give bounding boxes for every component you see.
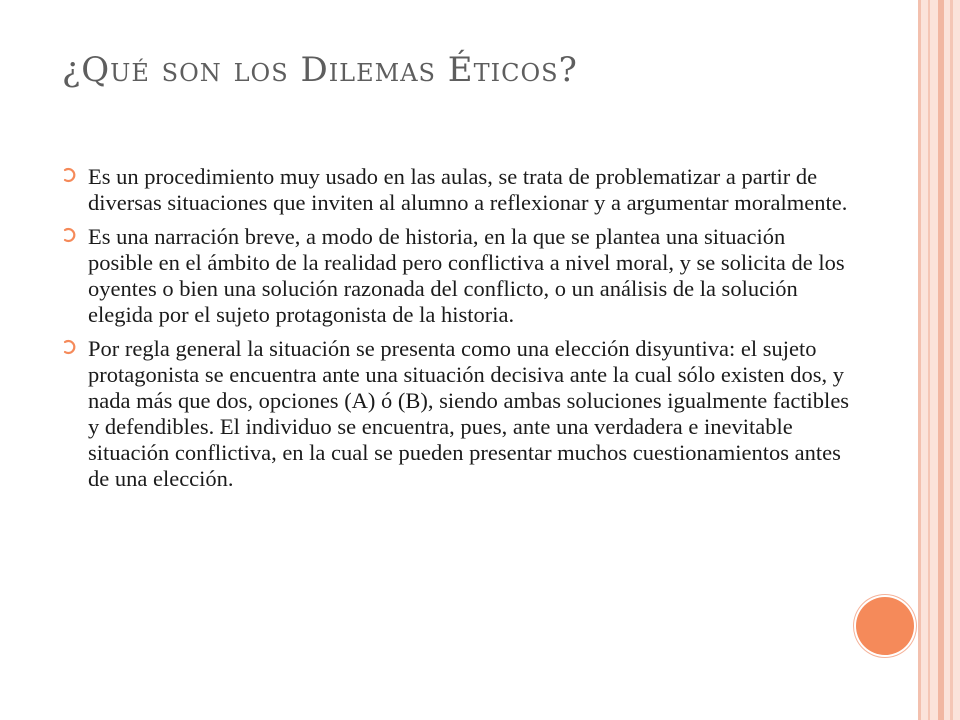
- decorative-stripe: [918, 0, 921, 720]
- decorative-stripe: [938, 0, 944, 720]
- decorative-stripe: [928, 0, 930, 720]
- bullet-arc-icon: [62, 167, 76, 183]
- decorative-stripe: [950, 0, 953, 720]
- bullet-item: [60, 164, 850, 216]
- bullet-text: Por regla general la situación se presenta como una elección disyuntiva: el sujeto protagonista se encuentra ante una situación decisiva ante la cual sólo existen dos, y nada más que dos, opciones (A) ó (B), siendo ambas soluciones igualmente factibles y defendibles. El individuo se encuentra, pues, ante una verdadera e inevitable situación conflictiva, en la cual se pueden presentar muchos cuestionamientos antes de una elección.: [88, 336, 850, 491]
- bullet-text: Es una narración breve, a modo de historia, en la que se plantea una situación posible en el ámbito de la realidad pero conflictiva a nivel moral, y se solicita de los oyentes o bien una solución razonada del conflicto, o un análisis de la solución elegida por el sujeto protagonista de la historia.: [88, 224, 845, 327]
- bullet-item: [60, 224, 850, 328]
- bullet-item: [60, 336, 850, 492]
- bullet-text: Es un procedimiento muy usado en las aulas, se trata de problematizar a partir de diversas situaciones que inviten al alumno a reflexionar y a argumentar moralmente.: [88, 164, 848, 215]
- bullet-arc-icon: [62, 227, 76, 243]
- slide-title: ¿Qué son los Dilemas Éticos?: [62, 50, 578, 90]
- orange-circle-icon: [856, 597, 914, 655]
- bullet-list: [60, 164, 850, 500]
- bullet-arc-icon: [62, 339, 76, 355]
